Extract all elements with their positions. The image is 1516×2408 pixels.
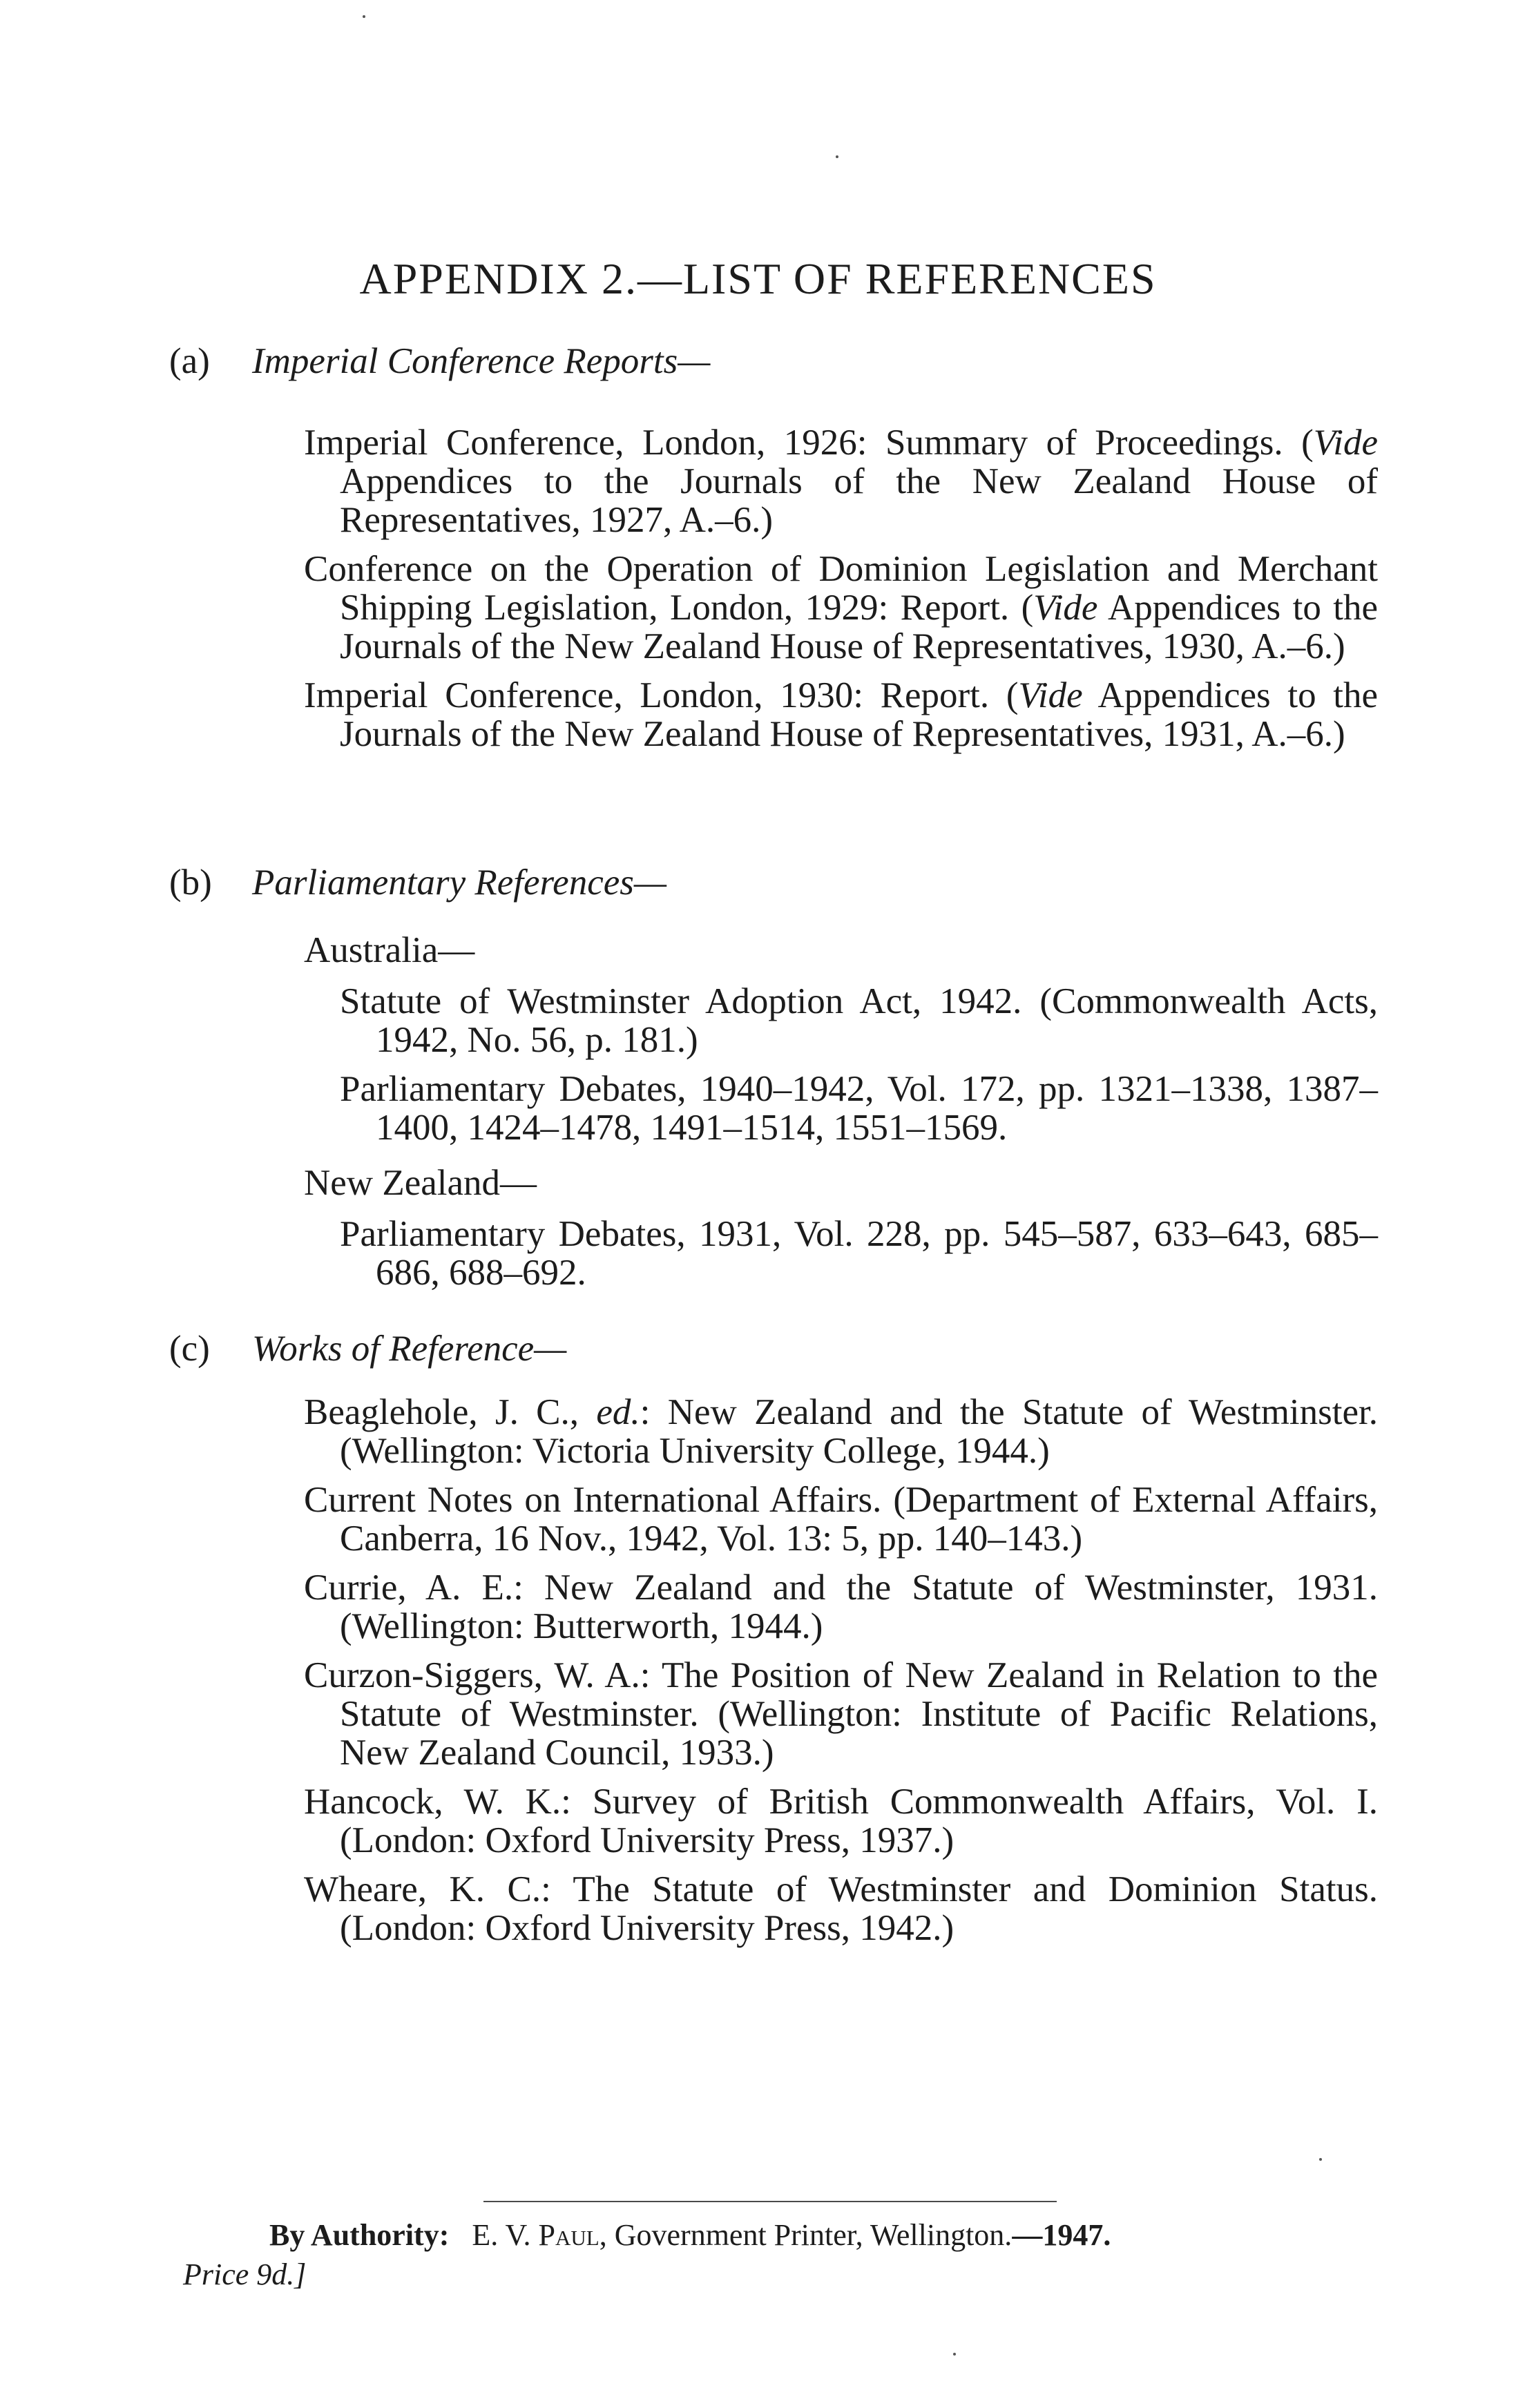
reference-entry: Statute of Westminster Adoption Act, 1942. (Commonwealth Acts, 1942, No. 56, p. 181.) [340, 981, 1378, 1060]
reference-entry: Curzon-Siggers, W. A.: The Position of New Zealand in Relation to the Statute of Westminster. (Wellington: Institute of Pacific Relations, New Zealand Council, 1933.) [304, 1655, 1378, 1773]
reference-entry: Parliamentary Debates, 1931, Vol. 228, pp. 545–587, 633–643, 685–686, 688–692. [340, 1214, 1378, 1293]
printer-name: E. V. Paul, [472, 2218, 607, 2252]
section-heading [169, 342, 1378, 381]
new-zealand-references [340, 1215, 1378, 1292]
section-title: Works of Reference— [252, 1329, 567, 1369]
scan-speck [953, 2353, 956, 2356]
price-line: Price 9d.] [183, 2257, 307, 2291]
reference-list [304, 931, 1378, 1292]
country-heading-australia: Australia— [304, 930, 475, 970]
imprint-line: By Authority: E. V. Paul, Government Printer, Wellington.—1947. [269, 2218, 1111, 2252]
section-marker: (b) [169, 863, 212, 903]
reference-list [304, 423, 1378, 753]
scan-speck [836, 155, 838, 158]
section-title: Imperial Conference Reports— [252, 341, 711, 381]
section-marker: (a) [169, 341, 210, 381]
scan-speck [1319, 2158, 1322, 2161]
section-heading [169, 1329, 1378, 1368]
reference-entry: Parliamentary Debates, 1940–1942, Vol. 172, pp. 1321–1338, 1387–1400, 1424–1478, 1491–1514, 1551–1569. [340, 1069, 1378, 1148]
reference-entry: Beaglehole, J. C., ed.: New Zealand and the Statute of Westminster. (Wellington: Victoria University College, 1944.) [304, 1392, 1379, 1471]
reference-list [304, 1393, 1378, 1947]
page-title: APPENDIX 2.—LIST OF REFERENCES [359, 254, 1157, 303]
australia-references [340, 982, 1378, 1147]
scan-speck [363, 15, 365, 18]
section-marker: (c) [169, 1329, 210, 1369]
reference-entry: Imperial Conference, London, 1926: Summary of Proceedings. (Vide Appendices to the Journals of the New Zealand House of Representatives, 1927, A.–6.) [304, 423, 1378, 540]
section-imperial-conference [169, 342, 1378, 764]
reference-entry: Conference on the Operation of Dominion Legislation and Merchant Shipping Legislation, London, 1929: Report. (Vide Appendices to the Journals of the New Zealand House of Representatives, 1930, A.–6.) [304, 549, 1378, 666]
footer-rule [483, 2201, 1057, 2202]
reference-entry: Hancock, W. K.: Survey of British Commonwealth Affairs, Vol. I. (London: Oxford University Press, 1937.) [304, 1782, 1378, 1860]
reference-entry: Wheare, K. C.: The Statute of Westminster and Dominion Status. (London: Oxford University Press, 1942.) [304, 1869, 1378, 1948]
country-heading-new-zealand: New Zealand— [304, 1163, 537, 1203]
section-works-of-reference [169, 1329, 1378, 1958]
section-parliamentary-references [169, 863, 1378, 1309]
section-title: Parliamentary References— [252, 863, 667, 903]
section-heading [169, 863, 1378, 902]
reference-entry: Imperial Conference, London, 1930: Report. (Vide Appendices to the Journals of the New Zealand House of Representatives, 1931, A.–6.) [304, 675, 1379, 754]
reference-entry: Currie, A. E.: New Zealand and the Statute of Westminster, 1931. (Wellington: Butterworth, 1944.) [304, 1568, 1378, 1646]
reference-entry: Current Notes on International Affairs. (Department of External Affairs, Canberra, 16 Nov., 1942, Vol. 13: 5, pp. 140–143.) [304, 1480, 1378, 1559]
